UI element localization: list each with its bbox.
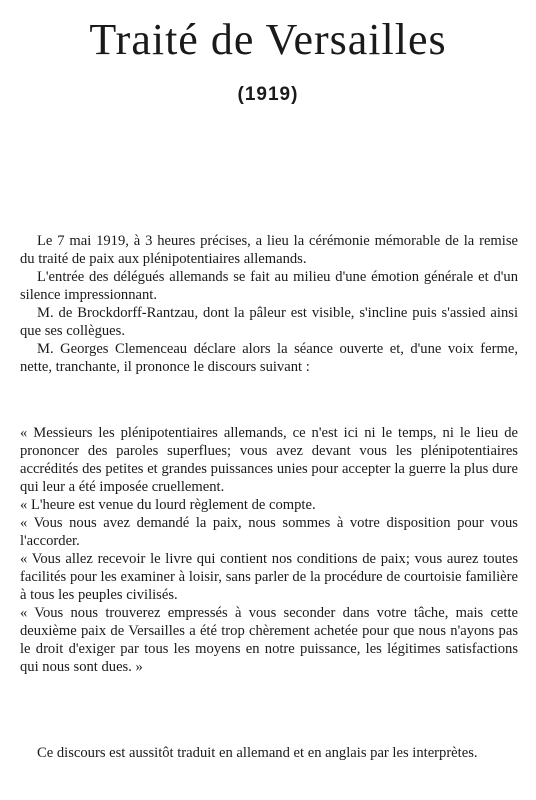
speech-paragraph: « Vous allez recevoir le livre qui contient nos conditions de paix; vous aurez toutes facilités pour les examiner à loisir, sans parler de la procédure de courtoisie familière à tous les peuples civilisés. bbox=[20, 551, 518, 603]
intro-paragraph: M. Georges Clemenceau déclare alors la séance ouverte et, d'une voix ferme, nette, tranchante, il prononce le discours suivant : bbox=[20, 341, 518, 375]
speech-paragraph: « Vous nous trouverez empressés à vous seconder dans votre tâche, mais cette deuxième paix de Versailles a été trop chèrement achetée pour que nous n'ayons pas le droit d'exiger par tous les moyens en notre puissance, les légitimes satisfactions qui nous sont dues. » bbox=[20, 605, 518, 675]
closing-section bbox=[20, 744, 518, 762]
document-subtitle: (1919) bbox=[237, 84, 299, 105]
closing-paragraph: Ce discours est aussitôt traduit en allemand et en anglais par les interprètes. bbox=[37, 745, 478, 761]
intro-paragraph: L'entrée des délégués allemands se fait au milieu d'une émotion générale et d'un silence impressionnant. bbox=[20, 269, 518, 303]
speech-paragraph: « Vous nous avez demandé la paix, nous sommes à votre disposition pour vous l'accorder. bbox=[20, 515, 518, 549]
speech-paragraph: « Messieurs les plénipotentiaires allemands, ce n'est ici ni le temps, ni le lieu de prononcer des paroles superflues; vous avez devant vous les plénipotentiaires accrédités des petites et grandes puissances unies pour accepter la guerre la plus dure qui leur a été imposée cruellement. bbox=[20, 425, 518, 495]
intro-paragraph: M. de Brockdorff-Rantzau, dont la pâleur est visible, s'incline puis s'assied ainsi que ses collègues. bbox=[20, 305, 518, 339]
document-title: Traité de Versailles bbox=[89, 15, 447, 64]
intro-paragraph: Le 7 mai 1919, à 3 heures précises, a lieu la cérémonie mémorable de la remise du traité de paix aux plénipotentiaires allemands. bbox=[20, 233, 518, 267]
speech-section bbox=[20, 424, 518, 676]
intro-section bbox=[20, 232, 518, 376]
speech-paragraph: « L'heure est venue du lourd règlement de compte. bbox=[20, 497, 316, 513]
